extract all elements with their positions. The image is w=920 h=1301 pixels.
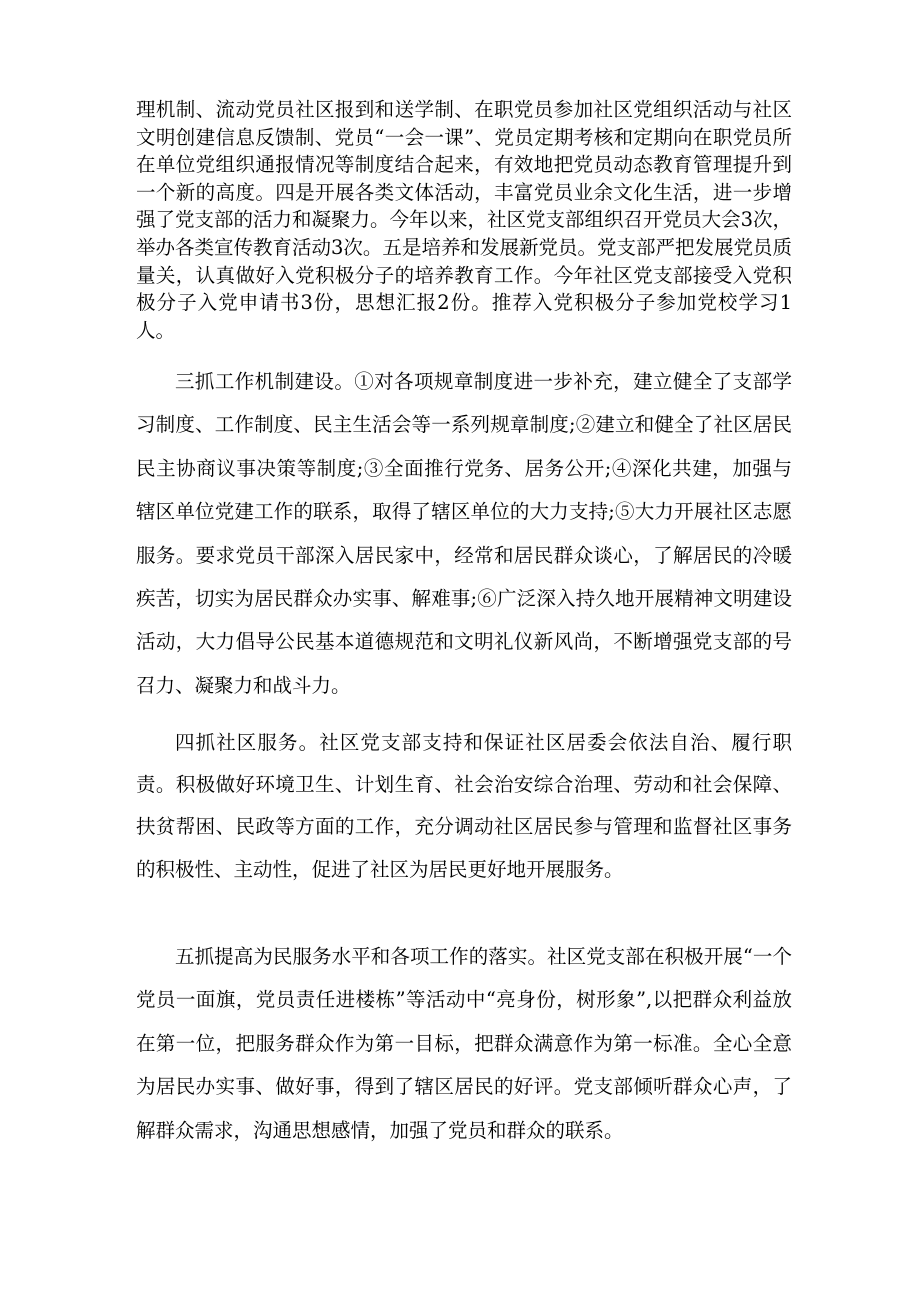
- paragraph-community-service: 四抓社区服务。社区党支部支持和保证社区居委会依法自治、履行职责。积极做好环境卫生、计划生育、社会治安综合治理、劳动和社会保障、扶贫帮困、民政等方面的工作，充分调动社区居民参与管理和监督社区事务的积极性、主动性，促进了社区为居民更好地开展服务。: [136, 731, 792, 881]
- paragraph-service-level: 五抓提高为民服务水平和各项工作的落实。社区党支部在积极开展“一个党员一面旗，党员责任进楼栋”等活动中“亮身份，树形象”,以把群众利益放在第一位，把服务群众作为第一目标，把群众满意作为第一标准。全心全意为居民办实事、做好事，得到了辖区居民的好评。党支部倾听群众心声，了解群众需求，沟通思想感情，加强了党员和群众的联系。: [136, 945, 792, 1142]
- paragraph-work-mechanism: 三抓工作机制建设。①对各项规章制度进一步补充，建立健全了支部学习制度、工作制度、民主生活会等一系列规章制度;②建立和健全了社区居民民主协商议事决策等制度;③全面推行党务、居务公开;④深化共建，加强与辖区单位党建工作的联系，取得了辖区单位的大力支持;⑤大力开展社区志愿服务。要求党员干部深入居民家中，经常和居民群众谈心，了解居民的冷暖疾苦，切实为居民群众办实事、解难事;⑥广泛深入持久地开展精神文明建设活动，大力倡导公民基本道德规范和文明礼仪新风尚，不断增强党支部的号召力、凝聚力和战斗力。: [136, 370, 792, 697]
- paragraph-party-member-management: 理机制、流动党员社区报到和送学制、在职党员参加社区党组织活动与社区文明创建信息反馈制、党员“一会一课”、党员定期考核和定期向在职党员所在单位党组织通报情况等制度结合起来，有效地把党员动态教育管理提升到一个新的高度。四是开展各类文体活动，丰富党员业余文化生活，进一步增强了党支部的活力和凝聚力。今年以来，社区党支部组织召开党员大会3次，举办各类宣传教育活动3次。五是培养和发展新党员。党支部严把发展党员质量关，认真做好入党积极分子的培养教育工作。今年社区党支部接受入党积极分子入党申请书3份，思想汇报2份。推荐入党积极分子参加党校学习1人。: [136, 98, 792, 342]
